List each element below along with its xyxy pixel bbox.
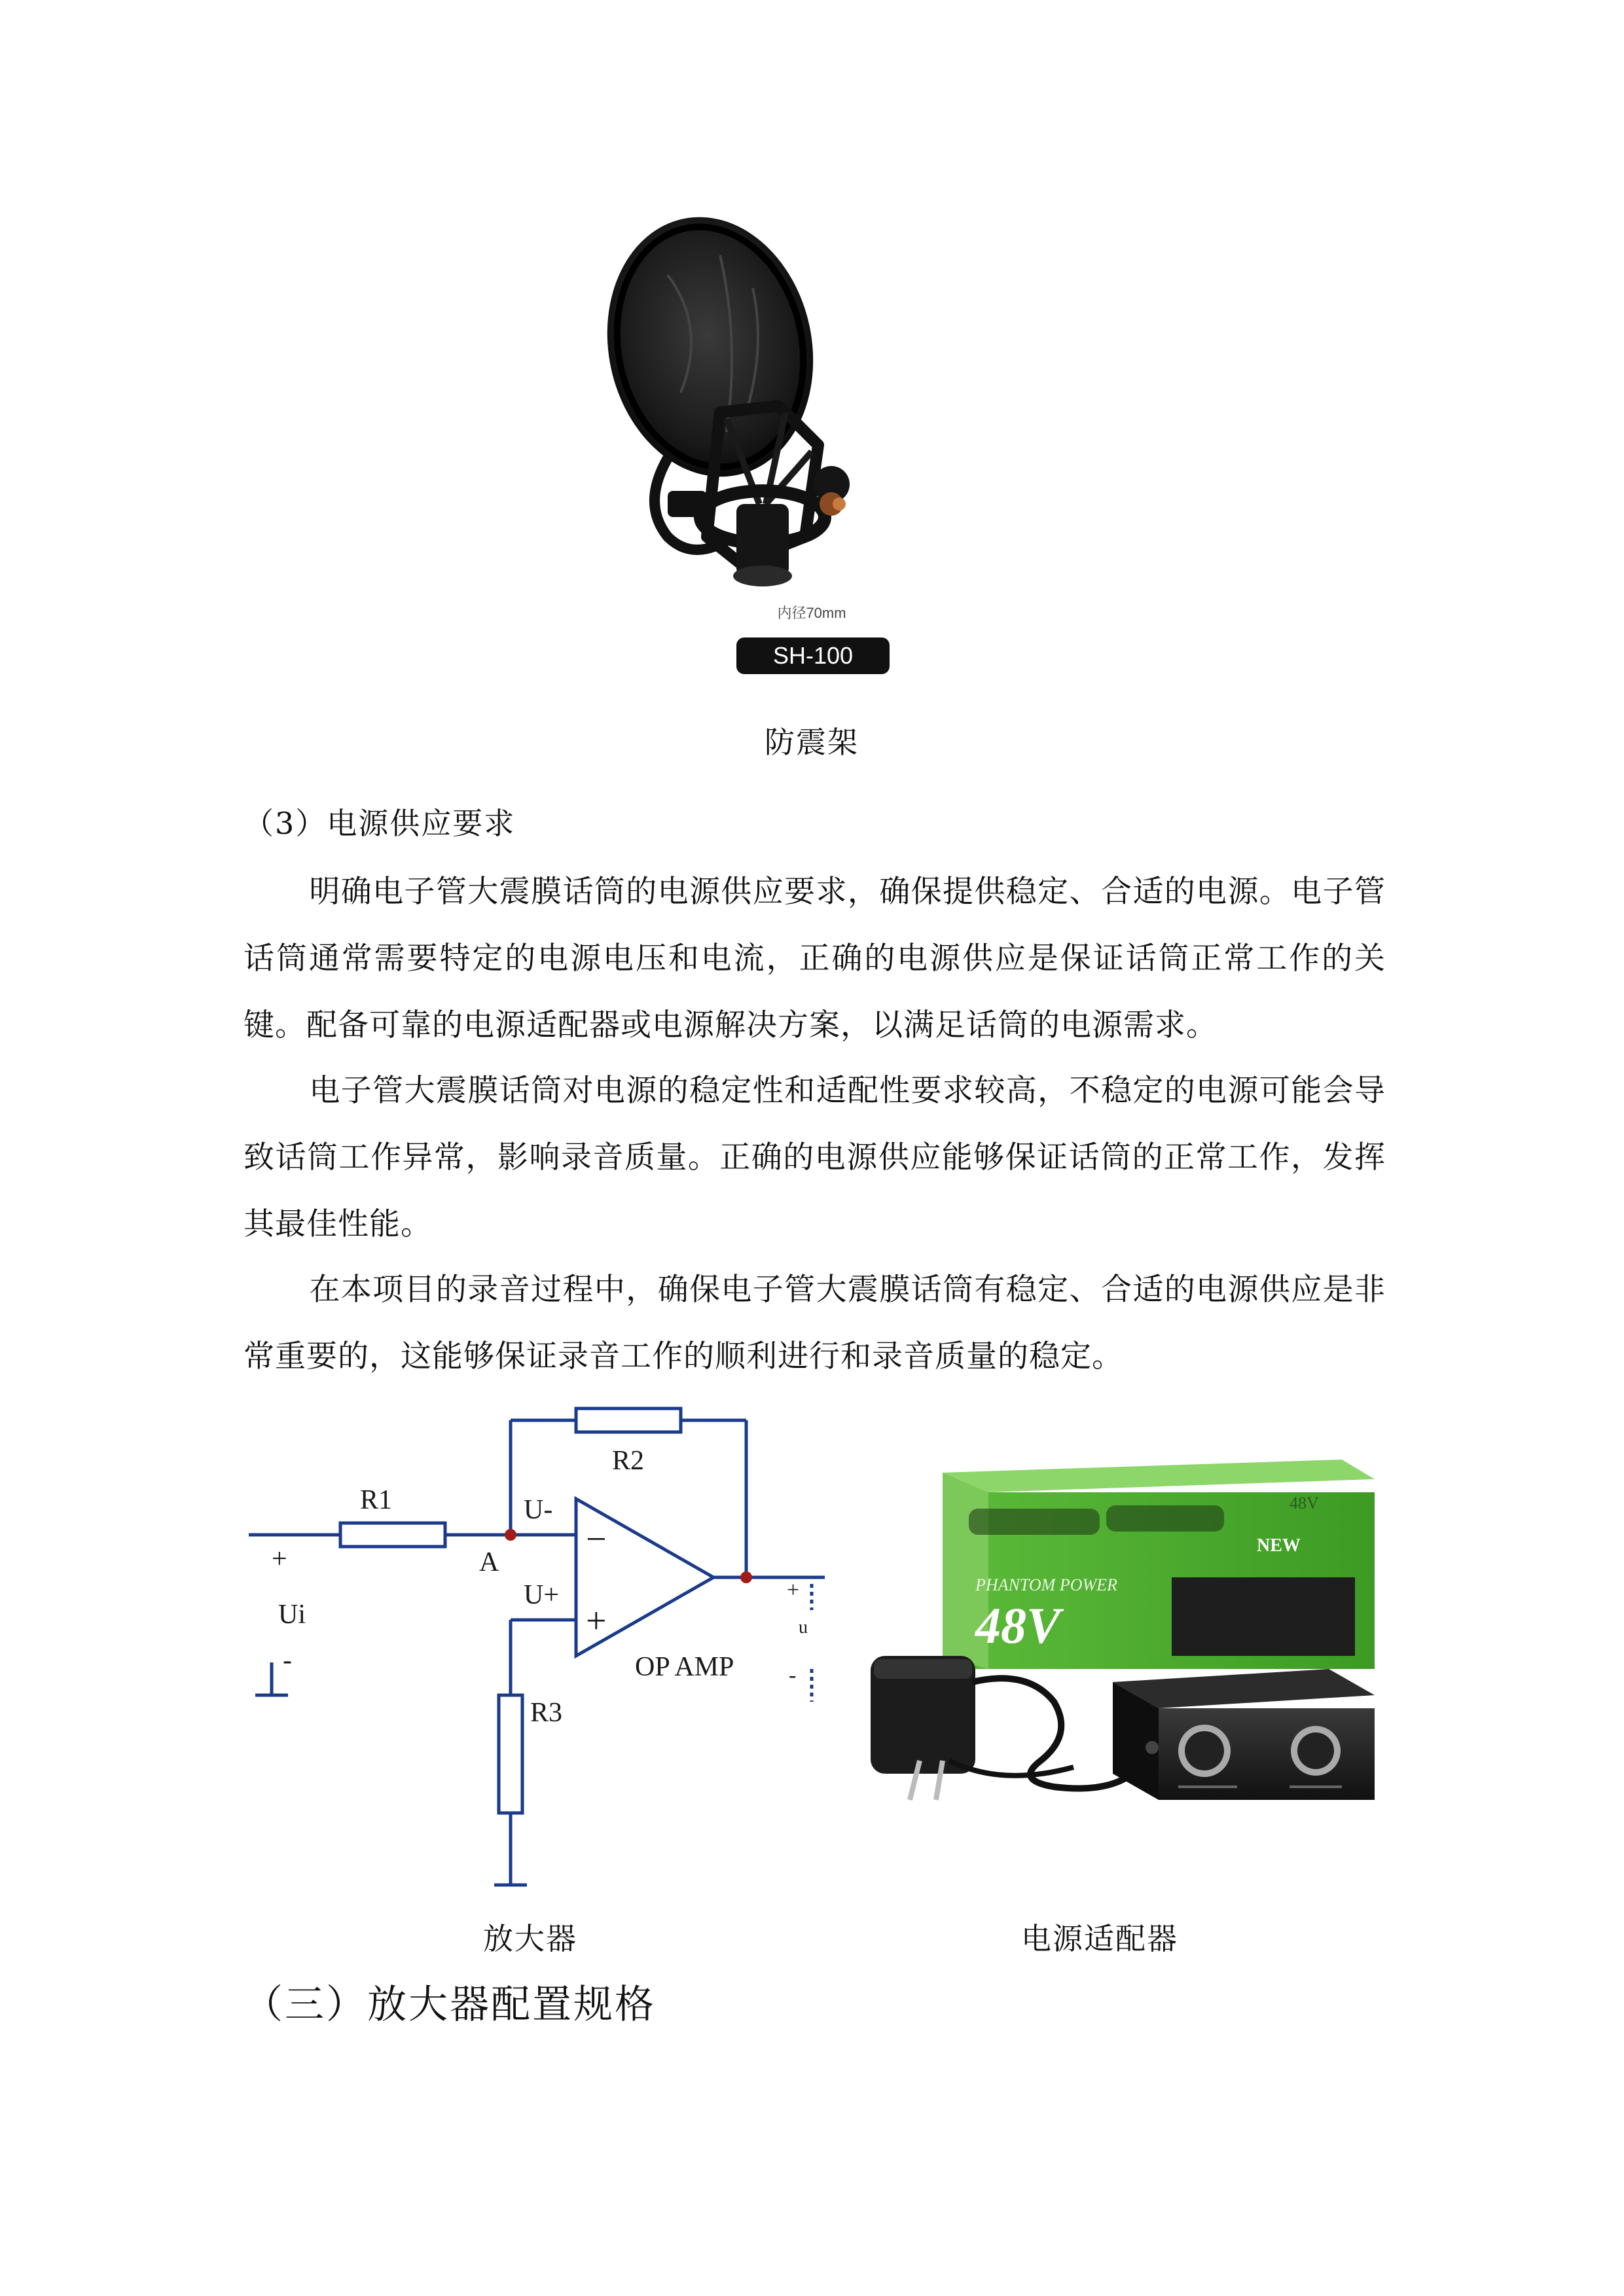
label-output-minus: - [789, 1663, 797, 1687]
box-text-voltage: 48V [975, 1597, 1061, 1654]
label-u-minus: U- [524, 1495, 553, 1525]
label-op-minus: − [586, 1519, 607, 1560]
label-input-minus: - [283, 1645, 292, 1676]
label-op-amp: OP AMP [635, 1652, 734, 1682]
box-text-side: 48V [1290, 1494, 1319, 1513]
label-r1: R1 [360, 1485, 393, 1515]
label-input-plus: + [272, 1544, 287, 1574]
box-text-brand: PHANTOM POWER [975, 1575, 1117, 1594]
resistor-r3 [499, 1695, 522, 1813]
subsection-heading: （3）电源供应要求 [244, 806, 516, 841]
label-node-a: A [479, 1547, 499, 1577]
power-adapter-photo [857, 1394, 1381, 1865]
figure-caption-shock-mount: 防震架 [765, 725, 859, 760]
paragraph-2: 电子管大震膜话筒对电源的稳定性和适配性要求较高，不稳定的电源可能会导致话筒工作异常，影响录音质量。正确的电源供应能够保证话筒的正常工作，发挥其最佳性能。 [244, 1073, 1386, 1242]
label-r3: R3 [530, 1698, 563, 1728]
model-badge [736, 637, 890, 674]
amplifier-circuit-diagram [249, 1388, 825, 1898]
section-title-amplifier-specs: （三）放大器配置规格 [244, 1982, 656, 2028]
figure-caption-amplifier: 放大器 [483, 1921, 577, 1956]
label-output-plus: + [787, 1578, 800, 1602]
label-ui: Ui [278, 1600, 306, 1630]
label-op-plus: + [586, 1601, 607, 1641]
label-output-u: u [799, 1617, 808, 1638]
box-text-new: NEW [1257, 1535, 1301, 1556]
model-label: SH-100 [772, 642, 854, 669]
resistor-r1 [340, 1523, 445, 1547]
paragraph-3: 在本项目的录音过程中，确保电子管大震膜话筒有稳定、合适的电源供应是非常重要的，这能够保证录音工作的顺利进行和录音质量的稳定。 [244, 1272, 1386, 1374]
paragraph-1: 明确电子管大震膜话筒的电源供应要求，确保提供稳定、合适的电源。电子管话筒通常需要特定的电源电压和电流，正确的电源供应是保证话筒正常工作的关键。配备可靠的电源适配器或电源解决方案，以满足话筒的电源需求。 [244, 874, 1386, 1043]
label-u-plus: U+ [524, 1580, 560, 1610]
figure-caption-power-adapter: 电源适配器 [1021, 1921, 1178, 1956]
label-r2: R2 [612, 1446, 645, 1476]
resistor-r2 [576, 1408, 681, 1432]
size-label: 内径70mm [777, 605, 846, 621]
